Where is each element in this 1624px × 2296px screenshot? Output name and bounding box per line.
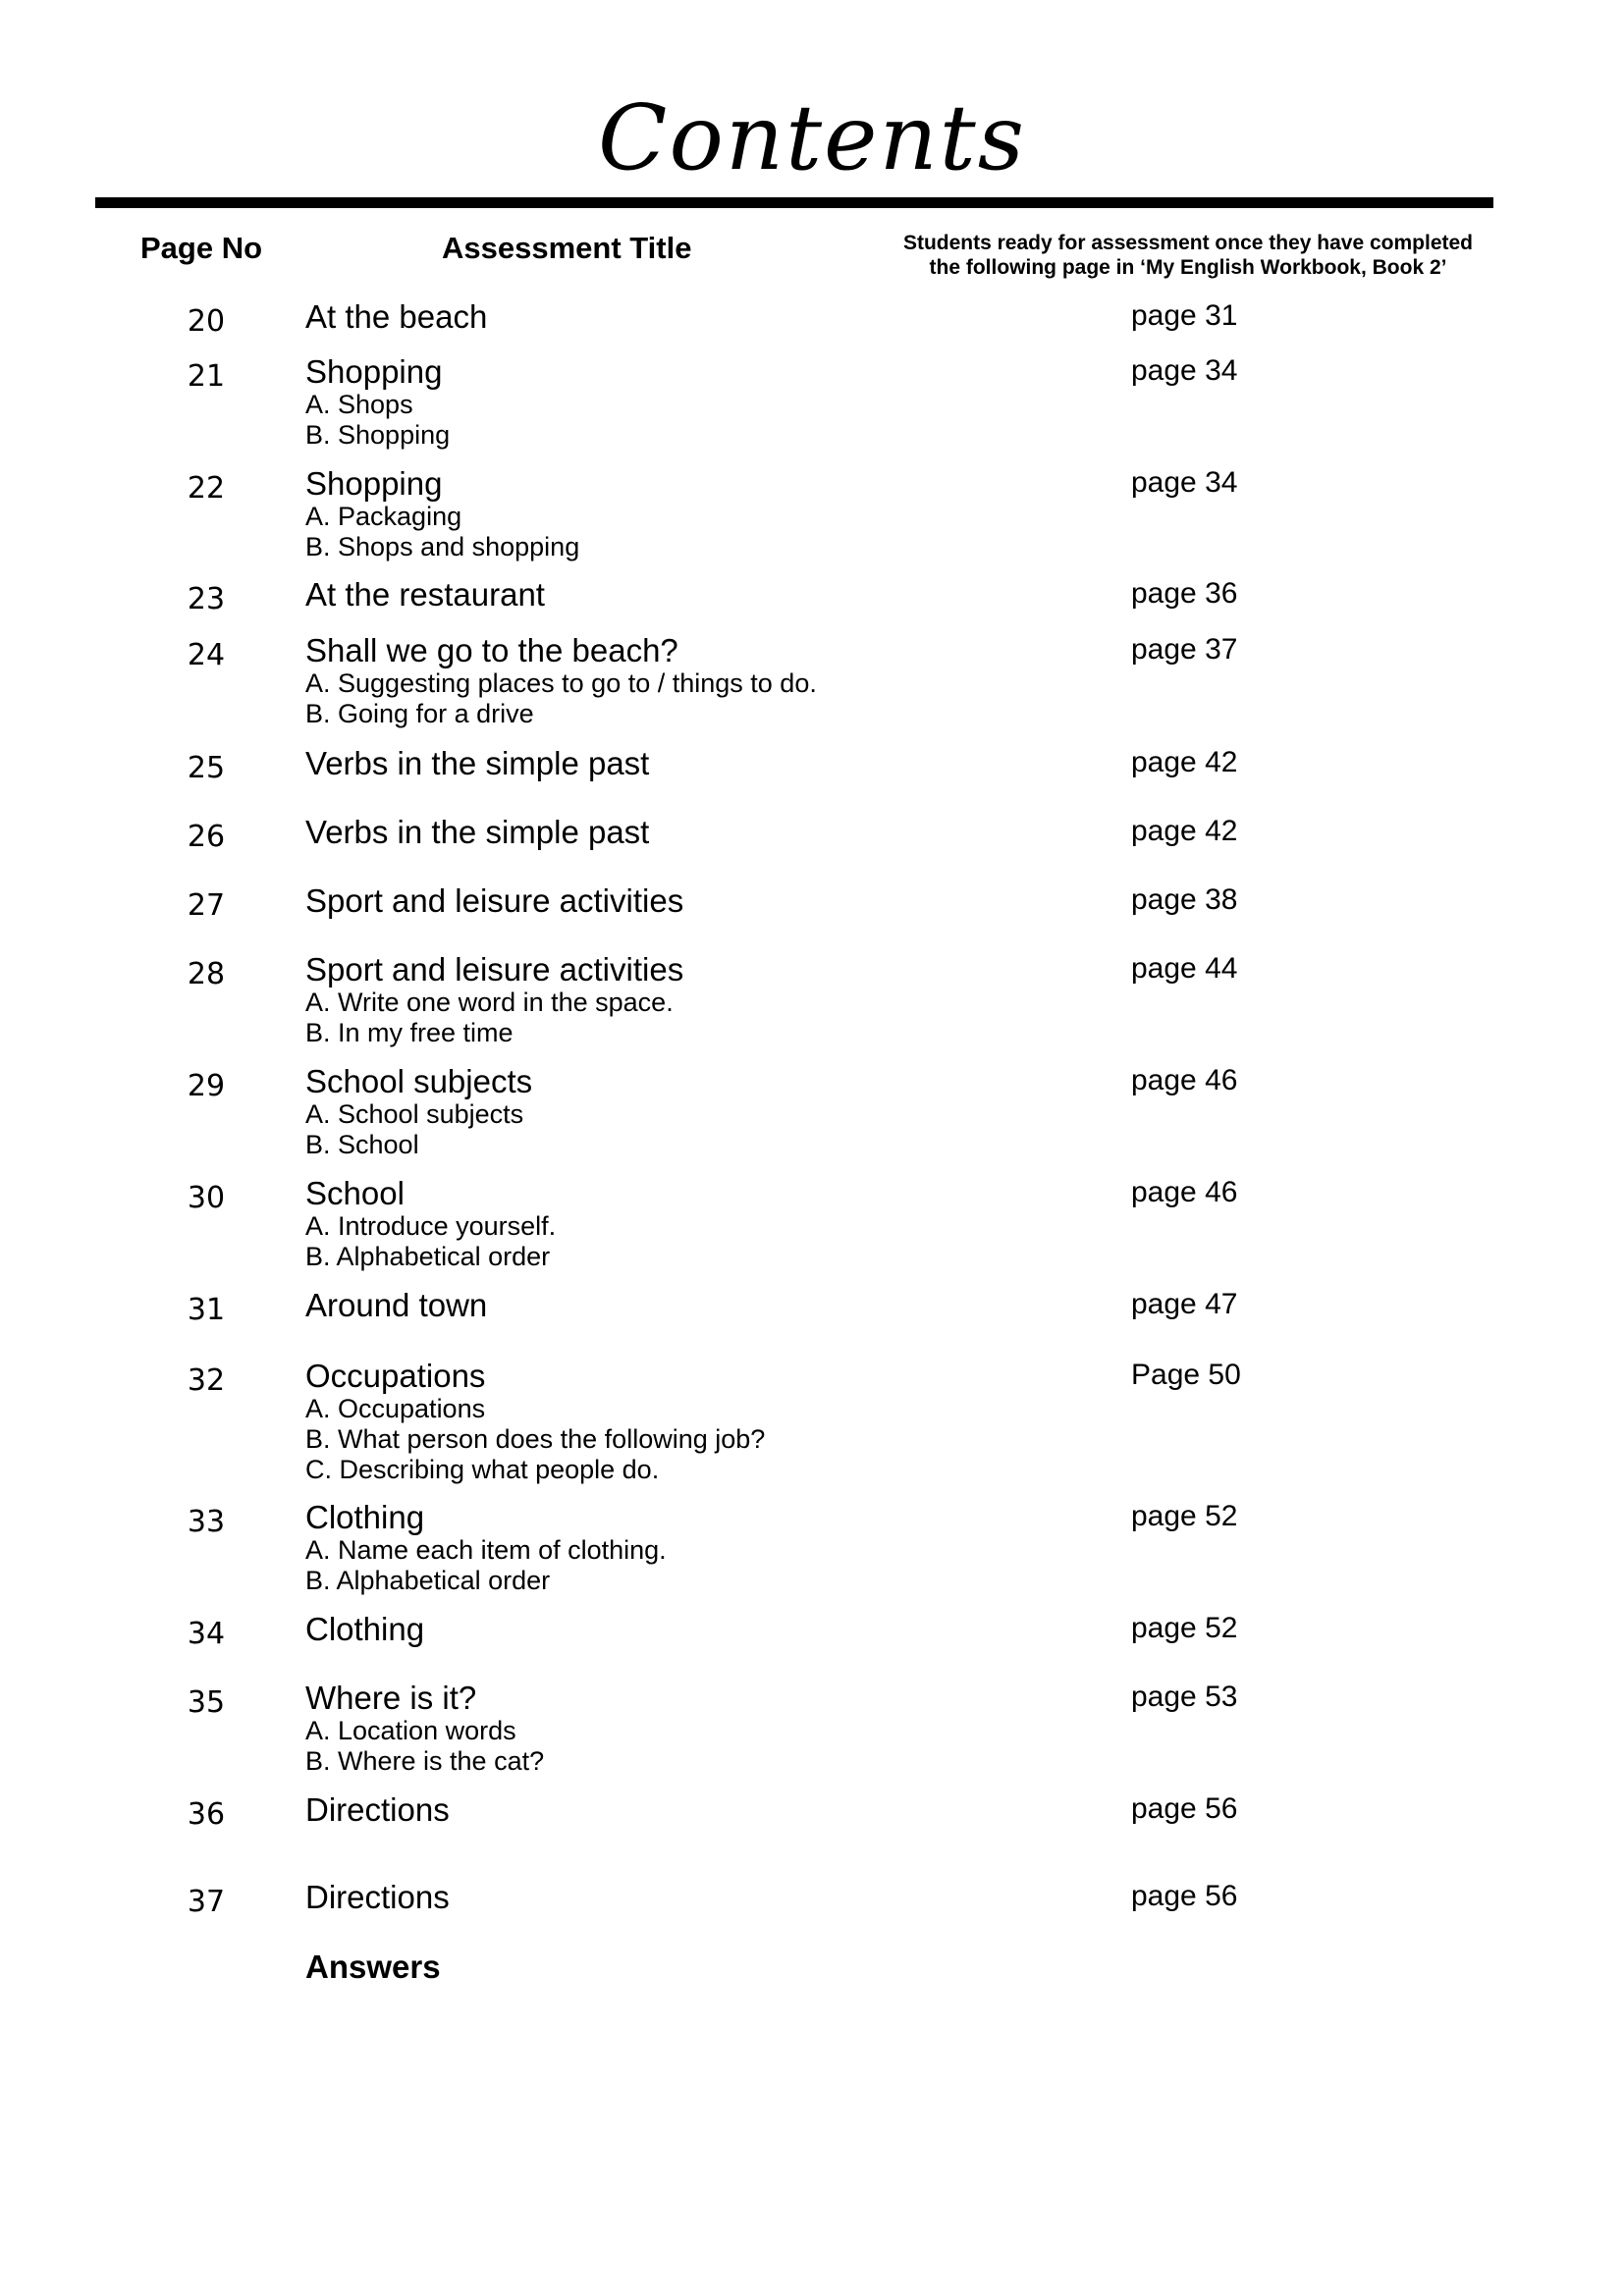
row-subitem: A. School subjects (305, 1099, 524, 1129)
row-subitem: B. School (305, 1130, 419, 1159)
header-ready-line1: Students ready for assessment once they have completed (902, 232, 1474, 254)
row-subitems (305, 1394, 765, 1485)
row-subitems (305, 668, 817, 729)
row-workbook-page: Page 50 (1131, 1359, 1241, 1391)
row-page-number: 29 (187, 1069, 226, 1103)
row-subitem: A. Location words (305, 1716, 516, 1745)
row-workbook-page: page 42 (1131, 746, 1238, 778)
row-assessment-title: Occupations (305, 1358, 486, 1394)
row-subitems (305, 988, 674, 1048)
row-workbook-page: page 52 (1131, 1612, 1238, 1644)
row-subitem: B. Alphabetical order (305, 1566, 551, 1595)
row-assessment-title: Verbs in the simple past (305, 814, 650, 850)
row-workbook-page: page 56 (1131, 1880, 1238, 1912)
row-assessment-title: Clothing (305, 1611, 425, 1647)
row-subitems (305, 1535, 667, 1596)
row-assessment-title: Shall we go to the beach? (305, 632, 678, 668)
row-subitems (305, 1211, 556, 1272)
row-page-number: 21 (187, 359, 226, 394)
row-subitem: B. What person does the following job? (305, 1424, 766, 1454)
row-workbook-page: page 56 (1131, 1792, 1238, 1825)
header-ready-line2: the following page in ‘My English Workbook, Book 2’ (929, 256, 1447, 279)
row-page-number: 22 (187, 471, 226, 506)
row-assessment-title: Directions (305, 1879, 450, 1915)
row-workbook-page: page 34 (1131, 466, 1238, 499)
row-assessment-title: Where is it? (305, 1680, 477, 1716)
row-subitem: A. Name each item of clothing. (305, 1535, 667, 1565)
row-workbook-page: page 52 (1131, 1500, 1238, 1532)
row-page-number: 30 (187, 1181, 226, 1215)
row-assessment-title: Shopping (305, 465, 443, 502)
row-page-number: 35 (187, 1685, 226, 1720)
row-page-number: 34 (187, 1617, 226, 1651)
row-subitem: A. Packaging (305, 502, 462, 531)
row-assessment-title: Around town (305, 1287, 488, 1323)
row-workbook-page: page 42 (1131, 815, 1238, 847)
row-subitems (305, 1099, 523, 1160)
row-workbook-page: page 34 (1131, 354, 1238, 387)
row-subitem: B. Alphabetical order (305, 1242, 551, 1271)
row-assessment-title: At the restaurant (305, 576, 545, 613)
row-workbook-page: page 46 (1131, 1064, 1238, 1096)
row-page-number: 25 (187, 751, 226, 785)
row-subitem: A. Introduce yourself. (305, 1211, 557, 1241)
row-assessment-title: Sport and leisure activities (305, 951, 684, 988)
row-assessment-title: Sport and leisure activities (305, 882, 684, 919)
row-workbook-page: page 53 (1131, 1681, 1238, 1713)
row-workbook-page: page 36 (1131, 577, 1238, 610)
row-page-number: 26 (187, 820, 226, 854)
row-subitem: A. Occupations (305, 1394, 486, 1423)
row-page-number: 36 (187, 1797, 226, 1832)
row-subitem: B. Where is the cat? (305, 1746, 545, 1776)
row-subitems (305, 390, 450, 451)
row-subitem: C. Describing what people do. (305, 1455, 660, 1484)
row-assessment-title: Verbs in the simple past (305, 745, 650, 781)
row-page-number: 31 (187, 1293, 226, 1327)
answers-heading: Answers (305, 1949, 441, 1985)
row-workbook-page: page 46 (1131, 1176, 1238, 1208)
row-page-number: 33 (187, 1505, 226, 1539)
row-workbook-page: page 38 (1131, 883, 1238, 916)
row-workbook-page: page 47 (1131, 1288, 1238, 1320)
row-page-number: 23 (187, 582, 226, 616)
row-workbook-page: page 31 (1131, 299, 1238, 332)
row-subitem: B. Shops and shopping (305, 532, 580, 561)
row-workbook-page: page 44 (1131, 952, 1238, 985)
row-assessment-title: School (305, 1175, 405, 1211)
row-page-number: 32 (187, 1363, 226, 1398)
page-title: Contents (598, 85, 1026, 190)
row-assessment-title: Clothing (305, 1499, 425, 1535)
row-assessment-title: Directions (305, 1791, 450, 1828)
row-subitem: B. Going for a drive (305, 699, 534, 728)
row-assessment-title: Shopping (305, 353, 443, 390)
row-workbook-page: page 37 (1131, 633, 1238, 666)
row-subitems (305, 1716, 544, 1777)
row-page-number: 24 (187, 638, 226, 672)
row-subitem: A. Write one word in the space. (305, 988, 674, 1017)
row-assessment-title: At the beach (305, 298, 488, 335)
row-subitems (305, 502, 579, 562)
row-subitem: B. In my free time (305, 1018, 514, 1047)
row-subitem: A. Suggesting places to go to / things to do. (305, 668, 817, 698)
header-assessment-title: Assessment Title (442, 231, 692, 265)
row-page-number: 27 (187, 888, 226, 923)
row-subitem: A. Shops (305, 390, 413, 419)
row-assessment-title: School subjects (305, 1063, 533, 1099)
row-page-number: 28 (187, 957, 226, 991)
row-page-number: 37 (187, 1885, 226, 1919)
row-page-number: 20 (187, 304, 226, 339)
row-subitem: B. Shopping (305, 420, 451, 450)
header-page-no: Page No (140, 231, 263, 265)
